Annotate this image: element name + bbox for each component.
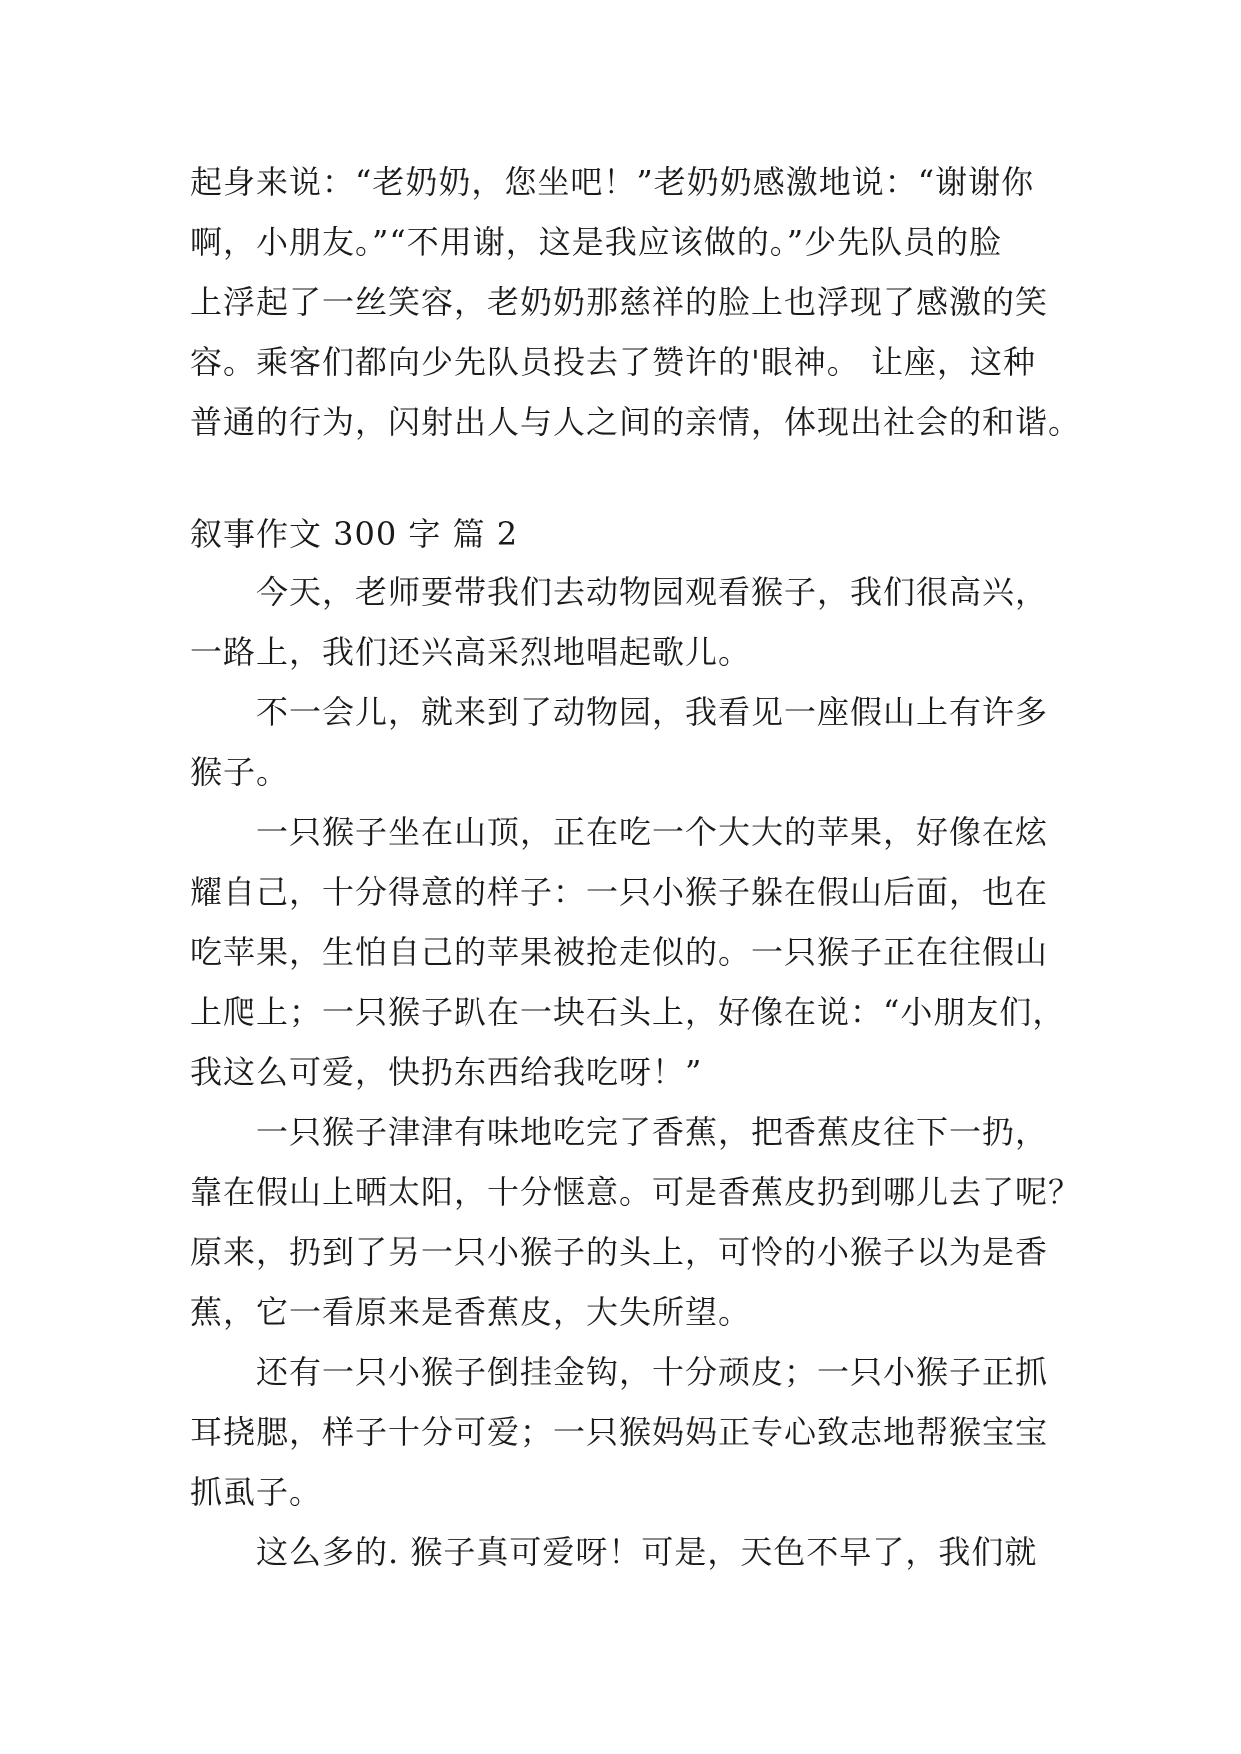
paragraph-line: 抓虱子。 — [190, 1473, 323, 1511]
paragraph-line: 猴子。 — [190, 753, 290, 791]
paragraph-line: 靠在假山上晒太阳，十分惬意。可是香蕉皮扔到哪儿去了呢？ — [190, 1173, 1082, 1211]
paragraph-line: 起身来说：“老奶奶，您坐吧！”老奶奶感激地说：“谢谢你 — [190, 163, 1035, 201]
section-heading: 叙事作文 300 字 篇 2 — [190, 515, 519, 553]
paragraph-line: 耀自己，十分得意的样子：一只小猴子躲在假山后面，也在 — [190, 873, 1049, 911]
paragraph-line: 吃苹果，生怕自己的苹果被抢走似的。一只猴子正在往假山 — [190, 933, 1049, 971]
paragraph-line: 一只猴子坐在山顶，正在吃一个大大的苹果，好像在炫 — [256, 813, 1049, 851]
paragraph-line: 原来，扔到了另一只小猴子的头上，可怜的小猴子以为是香 — [190, 1233, 1049, 1271]
paragraph-line: 普通的行为，闪射出人与人之间的亲情，体现出社会的和谐。 — [190, 403, 1082, 441]
paragraph-line: 上浮起了一丝笑容，老奶奶那慈祥的脸上也浮现了感激的笑 — [190, 283, 1049, 321]
paragraph-line: 我这么可爱，快扔东西给我吃呀！” — [190, 1053, 703, 1091]
paragraph-line: 这么多的. 猴子真可爱呀！可是，天色不早了，我们就 — [256, 1533, 1038, 1571]
paragraph-line: 今天，老师要带我们去动物园观看猴子，我们很高兴， — [256, 573, 1049, 611]
paragraph-line: 还有一只小猴子倒挂金钩，十分顽皮；一只小猴子正抓 — [256, 1353, 1049, 1391]
paragraph-line: 一路上，我们还兴高采烈地唱起歌儿。 — [190, 633, 752, 671]
paragraph-line: 一只猴子津津有味地吃完了香蕉，把香蕉皮往下一扔， — [256, 1113, 1049, 1151]
paragraph-line: 容。乘客们都向少先队员投去了赞许的'眼神。 让座，这种 — [190, 343, 1036, 381]
paragraph-line: 耳挠腮，样子十分可爱；一只猴妈妈正专心致志地帮猴宝宝 — [190, 1413, 1049, 1451]
paragraph-line: 不一会儿，就来到了动物园，我看见一座假山上有许多 — [256, 693, 1049, 731]
paragraph-line: 蕉，它一看原来是香蕉皮，大失所望。 — [190, 1293, 752, 1331]
paragraph-line: 啊，小朋友。”“不用谢，这是我应该做的。”少先队员的脸 — [190, 223, 1003, 261]
paragraph-line: 上爬上；一只猴子趴在一块石头上，好像在说：“小朋友们， — [190, 993, 1066, 1031]
